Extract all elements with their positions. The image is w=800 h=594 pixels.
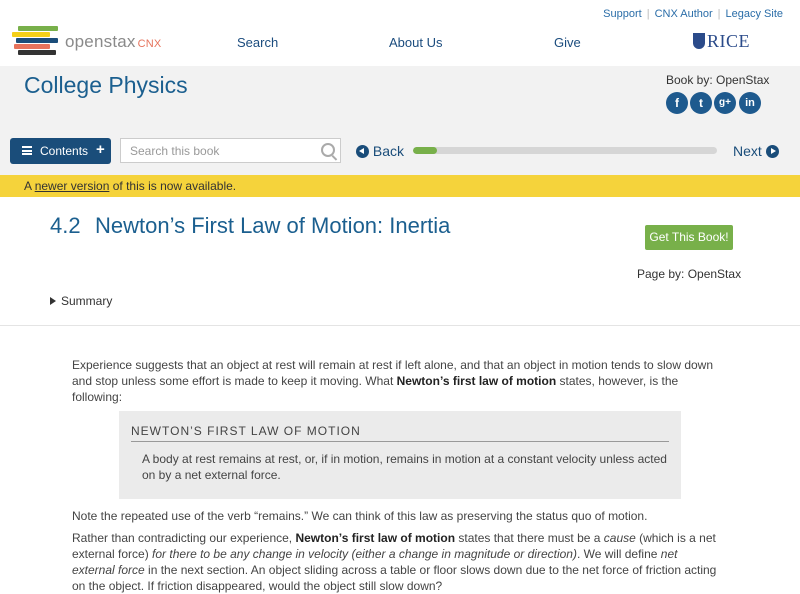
note-body: A body at rest remains at rest, or, if in motion, remains in motion at a constant velocity unless acted on by a net external force. [142,452,667,482]
contents-button[interactable]: Contents + [10,138,111,164]
get-this-book-button[interactable]: Get This Book! [645,225,733,250]
back-arrow-icon [356,145,369,158]
nav-about-us[interactable]: About Us [389,35,443,50]
summary-toggle[interactable]: Summary [50,294,112,308]
newer-version-link[interactable]: newer version [34,179,110,193]
linkedin-icon[interactable]: in [739,92,761,114]
expand-triangle-icon [50,297,56,305]
rice-logo[interactable]: RICE [693,31,750,52]
list-icon [22,146,32,155]
nav-give[interactable]: Give [554,35,581,50]
paragraph-remains: Note the repeated use of the verb “remains.” We can think of this law as preserving the status quo of motion. [72,509,648,523]
utility-separator: | [717,8,721,20]
law-note-box [119,411,681,499]
book-stack-icon [12,26,58,56]
openstax-logo[interactable] [12,26,182,56]
paragraph-cause: Rather than contradicting our experience, Newton’s first law of motion states that there must be a cause (which is a net external force) for there to be any change in velocity (either a change in magnitude or direction). We will define net external force in the next section. An object sliding across a table or floor slows down due to the net force of friction acting on the object. If friction disappeared, would the object still slow down? [72,531,717,593]
utility-links [598,8,788,20]
cnx-author-link[interactable]: CNX Author [654,8,713,20]
back-button[interactable]: Back [356,143,404,159]
newer-version-notice: A newer version of this is now available. [0,175,800,197]
note-title: NEWTON’S FIRST LAW OF MOTION [131,424,669,442]
search-icon[interactable] [321,143,335,157]
facebook-icon[interactable]: f [666,92,688,114]
support-link[interactable]: Support [603,8,642,20]
page-title: Newton’s First Law of Motion: Inertia [95,213,451,238]
legacy-site-link[interactable]: Legacy Site [725,8,783,20]
twitter-icon[interactable]: t [690,92,712,114]
google-plus-icon[interactable]: g+ [714,92,736,114]
next-button[interactable]: Next [733,143,779,159]
book-title[interactable]: College Physics [24,72,188,98]
utility-separator: | [646,8,650,20]
site-header [0,0,800,66]
logo-wordmark: openstax CNX [65,32,162,51]
book-progress-bar [413,147,717,154]
rice-shield-icon [693,33,705,49]
plus-icon: + [96,141,105,158]
nav-search[interactable]: Search [237,35,279,50]
paragraph-intro: Experience suggests that an object at rest will remain at rest if left alone, and that an object in motion tends to slow down and stop unless some effort is made to keep it moving. What Newton’s first law of motion states, however, is the following: [72,358,714,404]
section-number: 4.2 [50,213,81,238]
search-book-input[interactable] [120,138,341,163]
next-arrow-icon [766,145,779,158]
progress-fill [413,147,437,154]
book-author: Book by: OpenStax [666,73,770,87]
page-author: Page by: OpenStax [637,267,742,281]
